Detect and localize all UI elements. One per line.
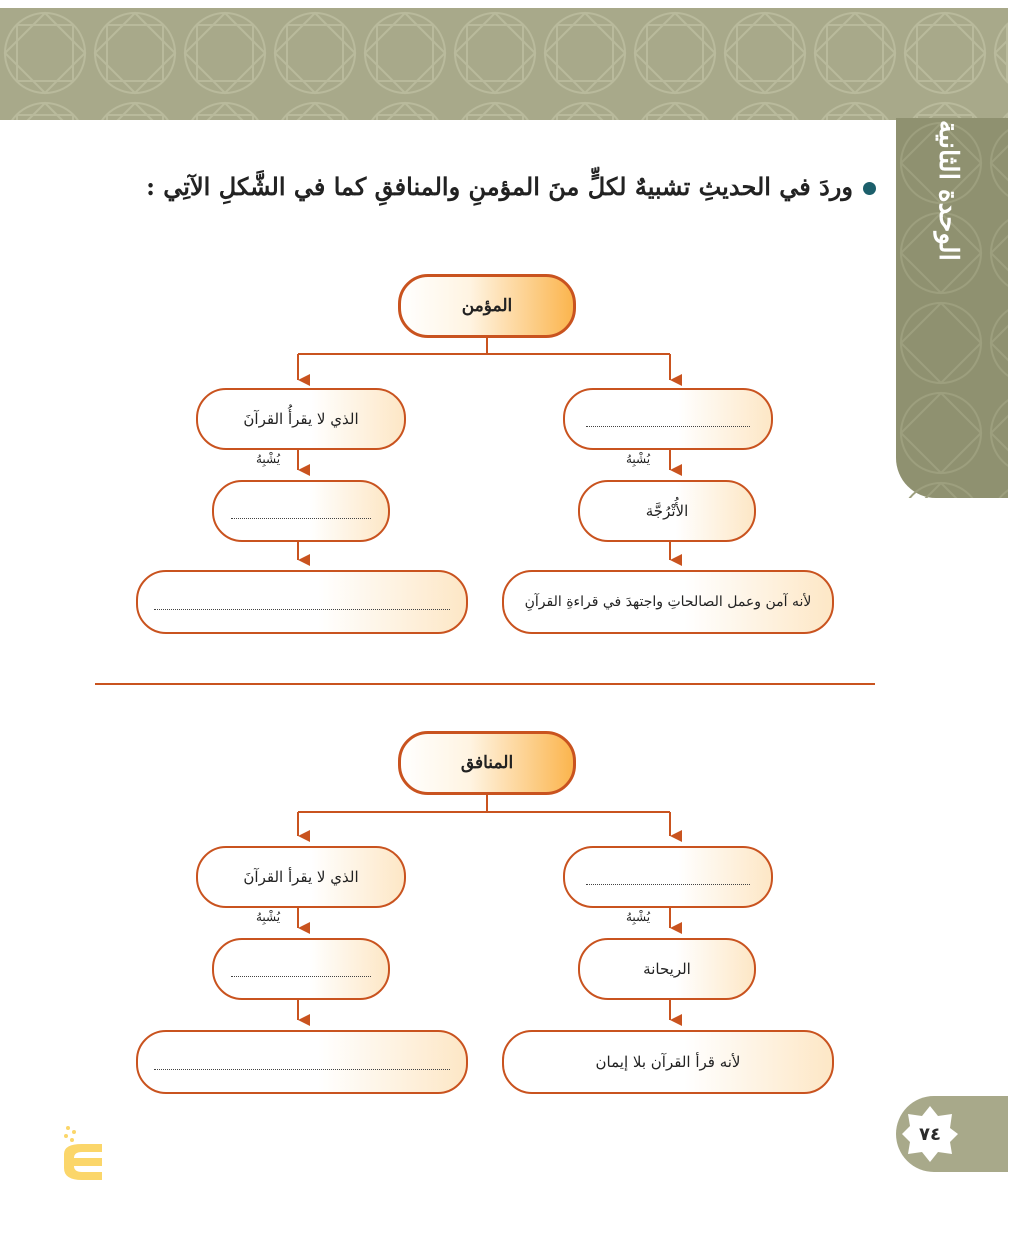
hypocrite-right-verb: يُشْبِهُ [626, 910, 651, 924]
fill-line [154, 1069, 449, 1070]
believer-left-bottom-blank[interactable] [136, 570, 468, 634]
fill-line [586, 426, 751, 427]
hypocrite-right-top-blank[interactable] [563, 846, 773, 908]
believer-left-top: الذي لا يقرأُ القرآنَ [196, 388, 406, 450]
section-divider [95, 683, 875, 685]
publisher-logo-icon [58, 1122, 108, 1186]
fill-line [154, 609, 449, 610]
believer-left-verb: يُشْبِهُ [256, 452, 281, 466]
page-number: ٧٤ [919, 1123, 941, 1145]
intro-sentence: وردَ في الحديثِ تشبيهٌ لكلٍّ منَ المؤمنِ والمنافقِ كما في الشَّكلِ الآتِي : [146, 172, 853, 201]
section-head-believer: المؤمن [398, 274, 576, 338]
hypocrite-left-bottom-blank[interactable] [136, 1030, 468, 1094]
believer-right-top-blank[interactable] [563, 388, 773, 450]
believer-right-bottom: لأنه آمن وعمل الصالحاتِ واجتهدَ في قراءةِ القرآنِ [502, 570, 834, 634]
fill-line [231, 518, 370, 519]
hypocrite-right-bottom: لأنه قرأ القرآن بلا إيمان [502, 1030, 834, 1094]
hypocrite-right-middle: الريحانة [578, 938, 756, 1000]
hypocrite-left-middle-blank[interactable] [212, 938, 390, 1000]
hypocrite-left-top: الذي لا يقرأ القرآنَ [196, 846, 406, 908]
fill-line [586, 884, 751, 885]
hypocrite-left-verb: يُشْبِهُ [256, 910, 281, 924]
believer-right-verb: يُشْبِهُ [626, 452, 651, 466]
believer-left-middle-blank[interactable] [212, 480, 390, 542]
fill-line [231, 976, 370, 977]
unit-title: الوحدة الثانية [933, 120, 963, 261]
section-head-hypocrite: المنافق [398, 731, 576, 795]
believer-right-middle: الأُتْرُجَّة [578, 480, 756, 542]
